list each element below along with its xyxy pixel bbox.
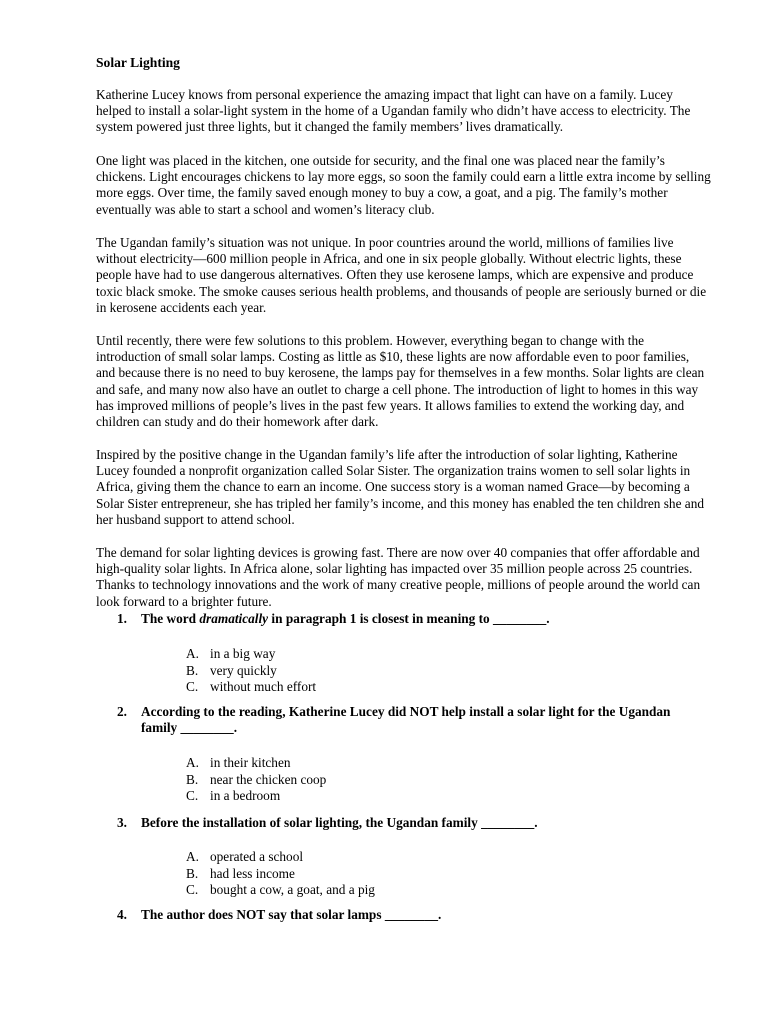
option-text: in a big way xyxy=(210,646,276,661)
question-text: The author does NOT say that solar lamps ________. xyxy=(141,907,442,922)
option-text: in their kitchen xyxy=(210,755,291,770)
option-letter: A. xyxy=(186,755,199,770)
paragraph-5: Inspired by the positive change in the Ugandan family’s life after the introduction of solar lighting, Katherine Lucey founded a nonprofit organization called Solar Sister. The organization trains women to sell solar lights in Africa, giving them the chance to earn an income. One success story is a woman named Grace—by becoming a Solar Sister entrepreneur, she has tripled her family’s income, and this money has enabled the ten children she and her husband support to attend school. xyxy=(96,447,704,527)
answer-options-3 xyxy=(186,849,375,899)
paragraph-4: Until recently, there were few solutions to this problem. However, everything began to change with the introduction of small solar lamps. Costing as little as $10, these lights are now affordable even to poor families, and because there is no need to buy kerosene, the lamps pay for themselves in a few months. Solar lights are clean and safe, and many now also have an outlet to charge a cell phone. The introduction of light to homes in this way has improved millions of people’s lives in the past few years. It allows families to extend the working day, and children can study and do their homework after dark. xyxy=(96,333,705,430)
answer-option xyxy=(186,755,326,772)
option-text: near the chicken coop xyxy=(210,771,327,787)
question-text-start: The word xyxy=(141,611,200,626)
paragraph-6: The demand for solar lighting devices is growing fast. There are now over 40 companies that offer affordable and high-quality solar lights. In Africa alone, solar lighting has impacted over 35 million people across 25 countries. Thanks to technology innovations and the work of many creative people, millions of people around the world can look forward to a brighter future. xyxy=(96,545,701,609)
option-letter: B. xyxy=(186,771,199,787)
answer-option xyxy=(186,882,375,899)
answer-option xyxy=(186,772,326,789)
answer-option xyxy=(186,866,375,883)
question-text: According to the reading, Katherine Lucey did NOT help install a solar light for the Ugandan family ________. xyxy=(141,704,671,736)
question-number: 4. xyxy=(117,907,127,922)
option-text: operated a school xyxy=(210,849,304,864)
answer-option xyxy=(186,788,326,805)
option-text: very quickly xyxy=(210,662,277,678)
paragraph-3: The Ugandan family’s situation was not unique. In poor countries around the world, millions of families live without electricity—600 million people in Africa, and one in six people globally. Without electric lights, these people have had to use dangerous alternatives. Often they use kerosene lamps, which are expensive and produce toxic black smoke. The smoke causes serious health problems, and thousands of people are seriously burned or die in kerosene accidents each year. xyxy=(96,235,707,315)
paragraph-2: One light was placed in the kitchen, one outside for security, and the final one was placed near the family’s chickens. Light encourages chickens to lay more eggs, so soon the family could earn a little extra income by selling more eggs. Over time, the family saved enough money to buy a cow, a goat, and a pig. The family’s mother eventually was able to start a school and women’s literacy club. xyxy=(96,153,711,217)
answer-option xyxy=(186,663,316,680)
option-letter: A. xyxy=(186,849,199,864)
option-text: without much effort xyxy=(210,679,317,694)
option-text: bought a cow, a goat, and a pig xyxy=(210,882,375,897)
answer-option xyxy=(186,849,375,866)
question-3 xyxy=(96,815,696,831)
question-number: 3. xyxy=(117,815,127,830)
question-text-end: in paragraph 1 is closest in meaning to ________. xyxy=(268,611,550,626)
option-letter: A. xyxy=(186,646,199,661)
answer-options-2 xyxy=(186,755,326,805)
question-2 xyxy=(96,704,696,736)
question-number: 1. xyxy=(117,611,127,626)
answer-option xyxy=(186,679,316,696)
question-number: 2. xyxy=(117,704,127,719)
paragraph-1: Katherine Lucey knows from personal experience the amazing impact that light can have on a family. Lucey helped to install a solar-light system in the home of a Ugandan family who didn’t have access to electricity. The system powered just three lights, but it changed the family members’ lives dramatically. xyxy=(96,87,691,135)
question-1 xyxy=(96,611,696,627)
option-text: had less income xyxy=(210,865,295,881)
answer-options-1 xyxy=(186,646,316,696)
document-title: Solar Lighting xyxy=(96,55,180,70)
question-text: Before the installation of solar lighting, the Ugandan family ________. xyxy=(141,815,538,830)
option-letter: B. xyxy=(186,865,199,881)
option-letter: B. xyxy=(186,662,199,678)
option-letter: C. xyxy=(186,882,199,897)
option-letter: C. xyxy=(186,788,199,803)
option-text: in a bedroom xyxy=(210,788,281,803)
question-4 xyxy=(96,907,696,923)
option-letter: C. xyxy=(186,679,199,694)
question-text xyxy=(141,611,696,627)
emphasized-word: dramatically xyxy=(199,611,269,626)
answer-option xyxy=(186,646,316,663)
